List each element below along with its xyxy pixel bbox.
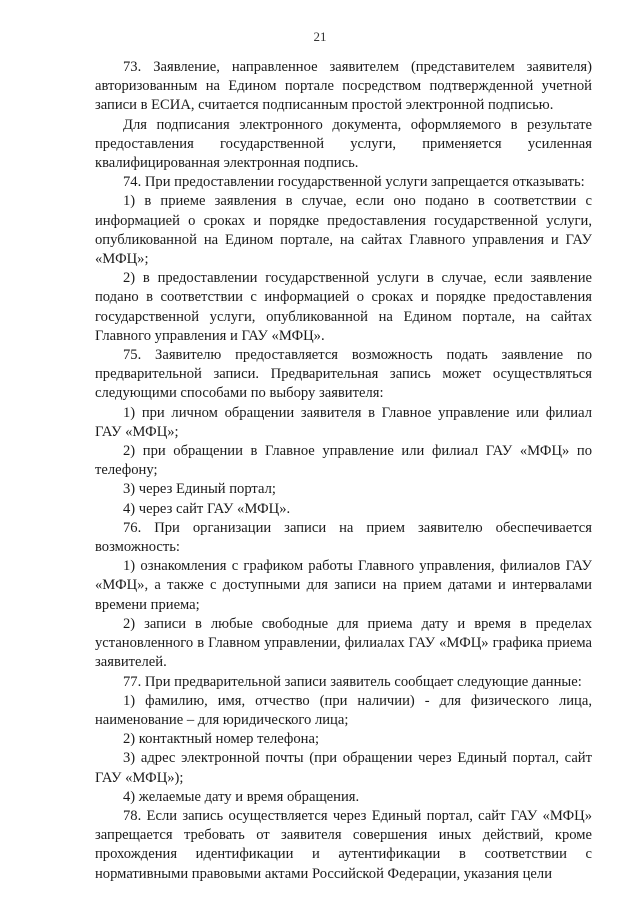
paragraph-75: 75. Заявителю предоставляется возможность подать заявление по предварительной записи. Предварительная запись может осуществляться следующими способами по выбору заявителя: bbox=[95, 347, 592, 402]
paragraph-73: 73. Заявление, направленное заявителем (представителем заявителя) авторизованным на Едином портале посредством подтвержденной учетной записи в ЕСИА, считается подписанным простой электронной подписью. bbox=[95, 59, 592, 114]
paragraph-77-item-1: 1) фамилию, имя, отчество (при наличии) - для физического лица, наименование – для юридического лица; bbox=[95, 692, 592, 728]
paragraph-74: 74. При предоставлении государственной услуги запрещается отказывать: bbox=[123, 174, 585, 191]
paragraph-74-item-1: 1) в приеме заявления в случае, если оно подано в соответствии с информацией о сроках и порядке предоставления государственной услуги, опубликованной на Едином портале, на сайтах Главного управления и ГАУ «МФЦ»; bbox=[95, 193, 592, 268]
paragraph-75-item-1: 1) при личном обращении заявителя в Главное управление или филиал ГАУ «МФЦ»; bbox=[95, 404, 592, 440]
paragraph-77-item-3: 3) адрес электронной почты (при обращении через Единый портал, сайт ГАУ «МФЦ»); bbox=[95, 750, 592, 786]
paragraph-77-item-2: 2) контактный номер телефона; bbox=[123, 731, 320, 748]
paragraph-73-signature: Для подписания электронного документа, оформляемого в результате предоставления государственной услуги, применяется усиленная квалифицированная электронная подпись. bbox=[95, 116, 592, 172]
document-body bbox=[95, 58, 592, 884]
paragraph-78: 78. Если запись осуществляется через Единый портал, сайт ГАУ «МФЦ» запрещается требовать от заявителя совершения иных действий, кроме прохождения идентификации и аутентификации в соответствии с нормативными правовыми актами Российской Федерации, указания цели bbox=[95, 807, 592, 882]
paragraph-77-item-4: 4) желаемые дату и время обращения. bbox=[123, 788, 360, 805]
page-number: 21 bbox=[313, 29, 327, 44]
paragraph-75-item-3: 3) через Единый портал; bbox=[123, 481, 276, 498]
paragraph-76-item-2: 2) записи в любые свободные для приема дату и время в пределах установленного в Главном управлении, филиалах ГАУ «МФЦ» графика приема заявителей. bbox=[95, 615, 592, 671]
paragraph-74-item-2: 2) в предоставлении государственной услуги в случае, если заявление подано в соответствии с информацией о сроках и порядке предоставления государственной услуги, опубликованной на Едином портале, на сайтах Главного управления и ГАУ «МФЦ». bbox=[95, 270, 592, 344]
paragraph-75-item-4: 4) через сайт ГАУ «МФЦ». bbox=[123, 500, 291, 517]
paragraph-76-item-1: 1) ознакомления с графиком работы Главного управления, филиалов ГАУ «МФЦ», а также с доступными для записи на прием датами и интервалами времени приема; bbox=[95, 558, 592, 613]
paragraph-76: 76. При организации записи на прием заявителю обеспечивается возможность: bbox=[95, 519, 592, 556]
paragraph-77: 77. При предварительной записи заявитель сообщает следующие данные: bbox=[123, 673, 582, 690]
paragraph-75-item-2: 2) при обращении в Главное управление или филиал ГАУ «МФЦ» по телефону; bbox=[95, 443, 592, 479]
